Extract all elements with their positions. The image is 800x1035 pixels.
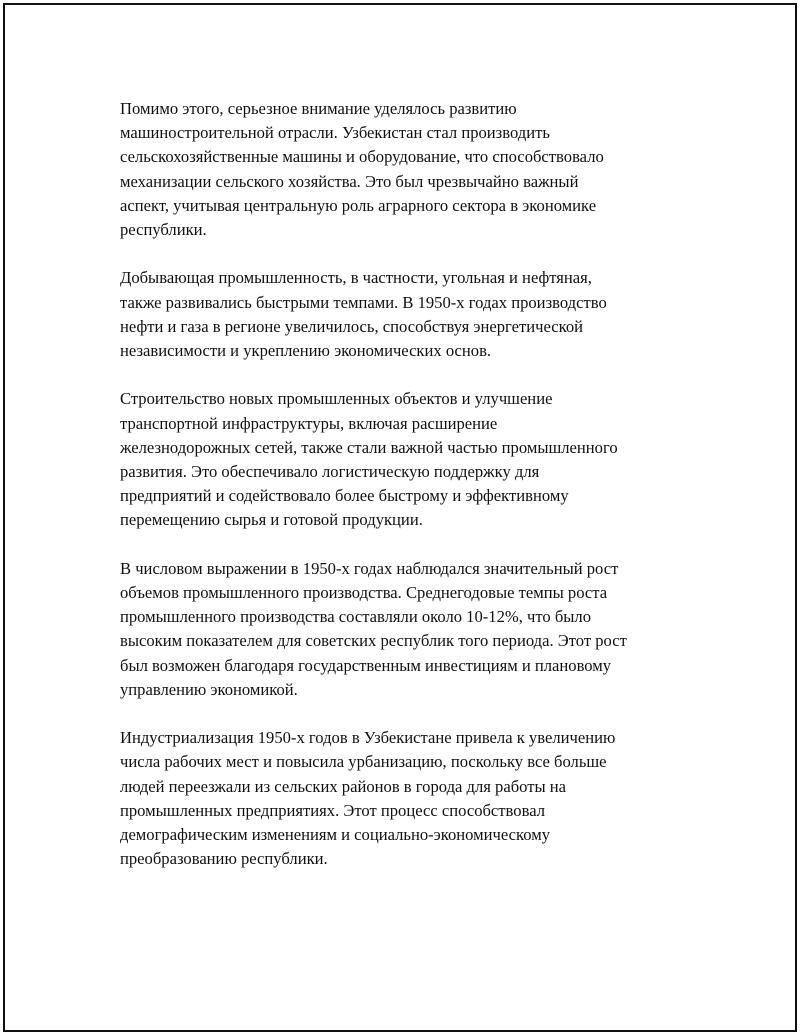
text-line: высоким показателем для советских республик того периода. Этот рост: [120, 631, 627, 651]
text-line: развития. Это обеспечивало логистическую поддержку для: [120, 462, 540, 482]
paragraph-1: [120, 97, 695, 242]
text-line: железнодорожных сетей, также стали важной частью промышленного: [120, 437, 618, 457]
text-line: промышленного производства составляли около 10-12%, что было: [120, 607, 592, 627]
text-line: аспект, учитывая центральную роль аграрного сектора в экономике: [120, 195, 597, 215]
text-line: Добывающая промышленность, в частности, угольная и нефтяная,: [120, 268, 592, 288]
text-line: независимости и укреплению экономических основ.: [120, 341, 492, 361]
text-line: механизации сельского хозяйства. Это был чрезвычайно важный: [120, 171, 579, 191]
text-line: сельскохозяйственные машины и оборудование, что способствовало: [120, 147, 604, 167]
text-line: республики.: [120, 220, 207, 240]
paragraph-3: [120, 387, 695, 532]
text-line: людей переезжали из сельских районов в города для работы на: [120, 776, 567, 796]
text-line: был возможен благодаря государственным инвестициям и плановому: [120, 655, 612, 675]
text-line: преобразованию республики.: [120, 849, 328, 869]
text-line: демографическим изменениям и социально-экономическому: [120, 825, 551, 845]
paragraph-4: [120, 557, 695, 702]
document-body: [120, 97, 695, 896]
text-line: Строительство новых промышленных объектов и улучшение: [120, 389, 553, 409]
text-line: также развивались быстрыми темпами. В 1950-х годах производство: [120, 292, 607, 312]
text-line: предприятий и содействовало более быстрому и эффективному: [120, 486, 569, 506]
text-line: перемещению сырья и готовой продукции.: [120, 510, 423, 530]
text-line: В числовом выражении в 1950-х годах наблюдался значительный рост: [120, 558, 619, 578]
text-line: промышленных предприятиях. Этот процесс способствовал: [120, 800, 545, 820]
paragraph-2: [120, 266, 695, 363]
page-frame: [3, 3, 797, 1032]
paragraph-5: [120, 726, 695, 871]
text-line: числа рабочих мест и повысила урбанизацию, поскольку все больше: [120, 752, 607, 772]
text-line: машиностроительной отрасли. Узбекистан стал производить: [120, 123, 550, 143]
text-line: нефти и газа в регионе увеличилось, способствуя энергетической: [120, 316, 584, 336]
text-line: управлению экономикой.: [120, 679, 298, 699]
text-line: транспортной инфраструктуры, включая расширение: [120, 413, 498, 433]
text-line: Индустриализация 1950-х годов в Узбекистане привела к увеличению: [120, 728, 616, 748]
text-line: Помимо этого, серьезное внимание уделялось развитию: [120, 99, 517, 118]
text-line: объемов промышленного производства. Среднегодовые темпы роста: [120, 583, 608, 603]
